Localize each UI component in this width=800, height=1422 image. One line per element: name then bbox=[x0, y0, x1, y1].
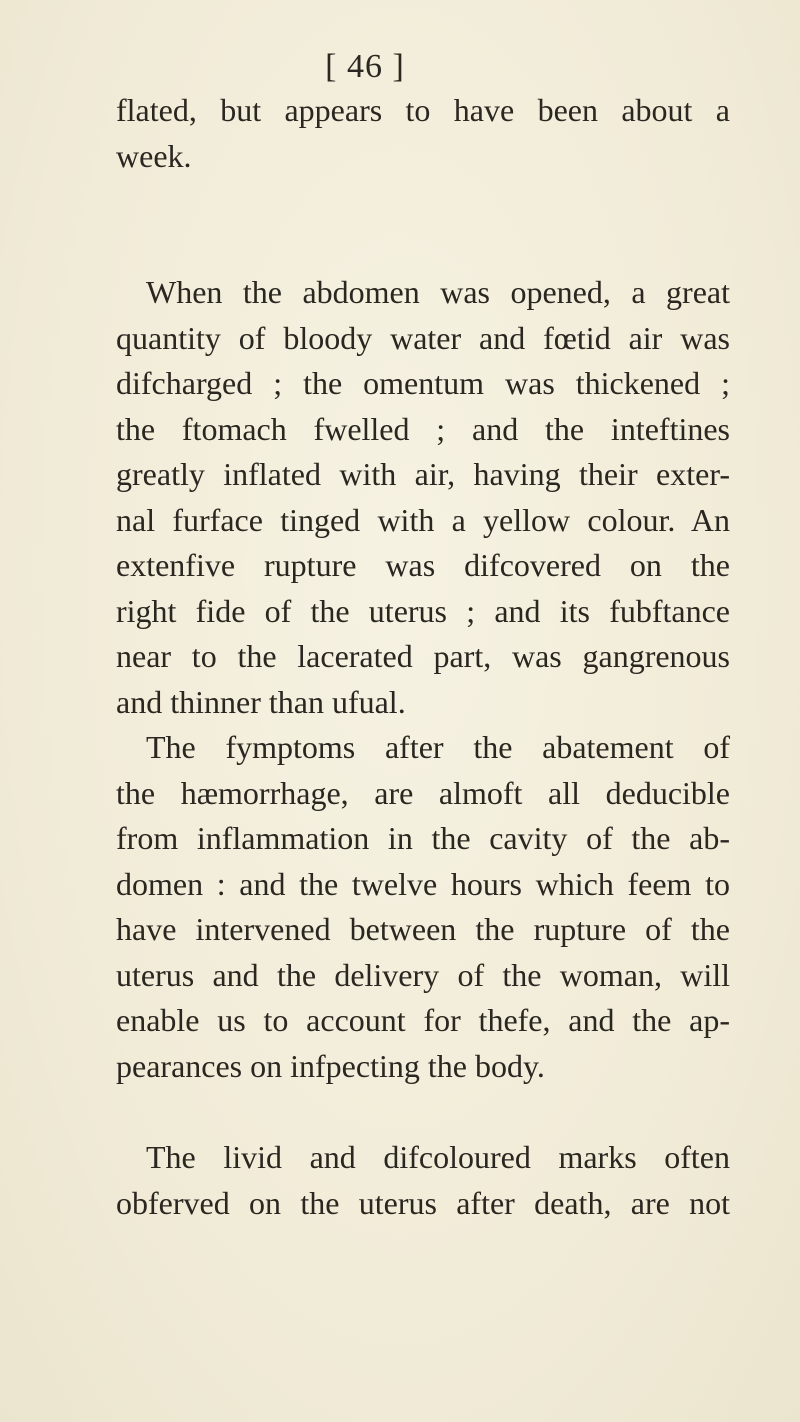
text-line: The livid and difcoloured marks often bbox=[146, 1139, 730, 1175]
text-line: right fide of the uterus ; and its fubftance bbox=[116, 592, 730, 629]
text-line: The fymptoms after the abatement of bbox=[146, 729, 730, 765]
text-line: extenfive rupture was difcovered on the bbox=[116, 547, 730, 583]
page-number-header: [ 46 ] bbox=[325, 48, 405, 85]
text-line: quantity of bloody water and fœtid air was bbox=[116, 319, 730, 356]
text-line: When the abdomen was opened, a great bbox=[146, 274, 730, 310]
text-line: the hæmorrhage, are almoft all deducible bbox=[116, 774, 730, 811]
text-line: obferved on the uterus after death, are not bbox=[116, 1184, 730, 1221]
text-line: nal furface tinged with a yellow colour. An bbox=[116, 501, 730, 538]
text-line: have intervened between the rupture of the bbox=[116, 911, 730, 947]
text-line: the ftomach fwelled ; and the inteftines bbox=[116, 410, 730, 447]
text-line: domen : and the twelve hours which feem to bbox=[116, 865, 730, 902]
text-line: near to the lacerated part, was gangrenous bbox=[116, 638, 730, 674]
paragraph-2 bbox=[116, 270, 730, 725]
text-line: and thinner than ufual. bbox=[116, 683, 406, 720]
text-line: enable us to account for thefe, and the ap- bbox=[116, 1002, 730, 1038]
text-line: flated, but appears to have been about a bbox=[116, 92, 730, 128]
paragraph-3 bbox=[116, 725, 730, 1089]
text-line: week. bbox=[116, 137, 192, 174]
text-line: pearances on infpecting the body. bbox=[116, 1047, 545, 1084]
paragraph-4 bbox=[116, 1135, 730, 1226]
text-line: difcharged ; the omentum was thickened ; bbox=[116, 365, 730, 401]
text-line: from inflammation in the cavity of the ab- bbox=[116, 820, 730, 856]
text-line: uterus and the delivery of the woman, will bbox=[116, 956, 730, 993]
paragraph-1 bbox=[116, 88, 730, 179]
text-line: greatly inflated with air, having their exter- bbox=[116, 456, 730, 492]
